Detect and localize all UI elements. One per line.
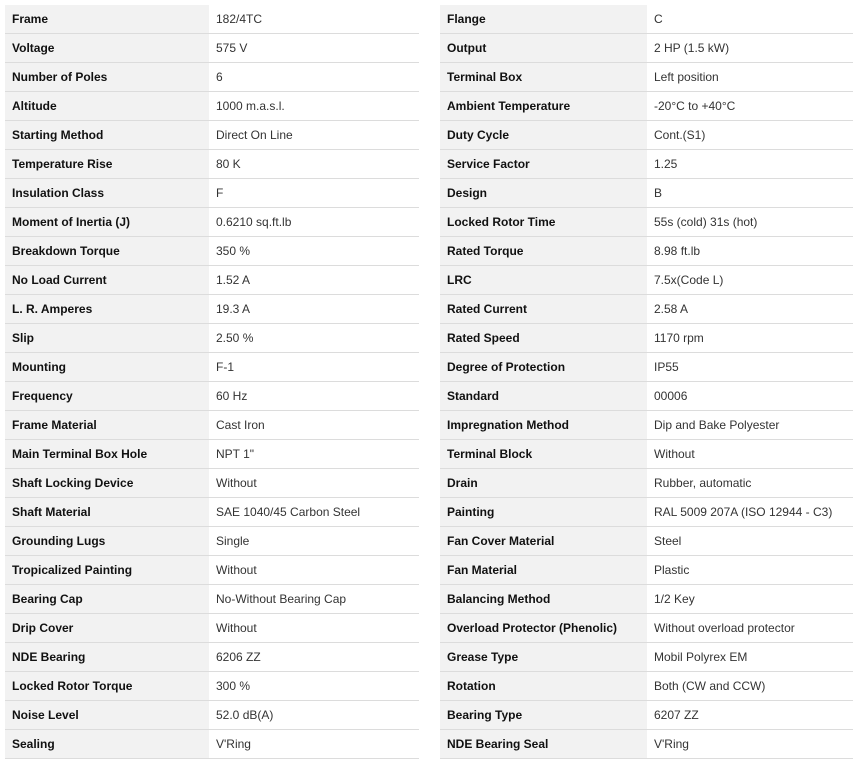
- spec-label: Sealing: [5, 730, 209, 759]
- spec-label: Fan Material: [440, 556, 647, 585]
- spec-label: Terminal Block: [440, 440, 647, 469]
- spec-row: [440, 353, 853, 382]
- spec-value: 1.52 A: [209, 266, 419, 295]
- spec-label: Painting: [440, 498, 647, 527]
- spec-value: 1000 m.a.s.l.: [209, 92, 419, 121]
- spec-row: [5, 121, 419, 150]
- spec-label: Degree of Protection: [440, 353, 647, 382]
- spec-row: [440, 672, 853, 701]
- spec-value: 0.6210 sq.ft.lb: [209, 208, 419, 237]
- spec-row: [5, 382, 419, 411]
- spec-label: No Load Current: [5, 266, 209, 295]
- spec-value: Cast Iron: [209, 411, 419, 440]
- spec-label: Service Factor: [440, 150, 647, 179]
- spec-label: LRC: [440, 266, 647, 295]
- spec-value: Single: [209, 527, 419, 556]
- spec-label: Frequency: [5, 382, 209, 411]
- spec-value: 575 V: [209, 34, 419, 63]
- spec-row: [440, 730, 853, 759]
- spec-value: Mobil Polyrex EM: [647, 643, 853, 672]
- spec-label: Grounding Lugs: [5, 527, 209, 556]
- spec-label: Drip Cover: [5, 614, 209, 643]
- spec-value: Rubber, automatic: [647, 469, 853, 498]
- spec-row: [5, 208, 419, 237]
- spec-label: Shaft Material: [5, 498, 209, 527]
- spec-row: [5, 556, 419, 585]
- spec-value: Without: [647, 440, 853, 469]
- spec-label: Main Terminal Box Hole: [5, 440, 209, 469]
- spec-label: Rotation: [440, 672, 647, 701]
- spec-label: Noise Level: [5, 701, 209, 730]
- spec-row: [5, 498, 419, 527]
- spec-row: [5, 469, 419, 498]
- spec-value: 52.0 dB(A): [209, 701, 419, 730]
- spec-row: [5, 353, 419, 382]
- spec-value: 2.50 %: [209, 324, 419, 353]
- spec-value: 00006: [647, 382, 853, 411]
- spec-label: Overload Protector (Phenolic): [440, 614, 647, 643]
- spec-label: Frame Material: [5, 411, 209, 440]
- spec-label: Temperature Rise: [5, 150, 209, 179]
- spec-label: Mounting: [5, 353, 209, 382]
- spec-value: 60 Hz: [209, 382, 419, 411]
- spec-label: Output: [440, 34, 647, 63]
- spec-label: Shaft Locking Device: [5, 469, 209, 498]
- spec-value: V'Ring: [209, 730, 419, 759]
- spec-value: Without: [209, 556, 419, 585]
- spec-row: [440, 237, 853, 266]
- spec-value: -20°C to +40°C: [647, 92, 853, 121]
- spec-label: Insulation Class: [5, 179, 209, 208]
- spec-row: [5, 5, 419, 34]
- spec-label: Design: [440, 179, 647, 208]
- spec-label: Terminal Box: [440, 63, 647, 92]
- spec-table-right: [440, 5, 853, 759]
- spec-value: V'Ring: [647, 730, 853, 759]
- spec-row: [5, 527, 419, 556]
- spec-label: Slip: [5, 324, 209, 353]
- spec-row: [440, 295, 853, 324]
- spec-row: [5, 92, 419, 121]
- spec-row: [440, 208, 853, 237]
- spec-row: [440, 382, 853, 411]
- spec-value: 8.98 ft.lb: [647, 237, 853, 266]
- spec-value: C: [647, 5, 853, 34]
- spec-row: [5, 179, 419, 208]
- spec-label: Fan Cover Material: [440, 527, 647, 556]
- spec-value: RAL 5009 207A (ISO 12944 - C3): [647, 498, 853, 527]
- spec-value: Both (CW and CCW): [647, 672, 853, 701]
- spec-label: Number of Poles: [5, 63, 209, 92]
- spec-value: 1.25: [647, 150, 853, 179]
- spec-value: 300 %: [209, 672, 419, 701]
- spec-label: Bearing Cap: [5, 585, 209, 614]
- spec-value: Direct On Line: [209, 121, 419, 150]
- spec-value: Plastic: [647, 556, 853, 585]
- spec-row: [440, 179, 853, 208]
- spec-row: [440, 34, 853, 63]
- spec-value: Left position: [647, 63, 853, 92]
- spec-row: [5, 701, 419, 730]
- spec-row: [5, 324, 419, 353]
- spec-label: Drain: [440, 469, 647, 498]
- spec-row: [440, 643, 853, 672]
- spec-row: [5, 411, 419, 440]
- spec-row: [440, 498, 853, 527]
- spec-label: Standard: [440, 382, 647, 411]
- spec-row: [5, 63, 419, 92]
- spec-value: F: [209, 179, 419, 208]
- spec-row: [440, 150, 853, 179]
- spec-value: 2 HP (1.5 kW): [647, 34, 853, 63]
- spec-label: Starting Method: [5, 121, 209, 150]
- spec-row: [440, 121, 853, 150]
- spec-row: [440, 63, 853, 92]
- spec-row: [5, 672, 419, 701]
- spec-row: [440, 614, 853, 643]
- spec-row: [5, 150, 419, 179]
- spec-label: Grease Type: [440, 643, 647, 672]
- spec-value: 2.58 A: [647, 295, 853, 324]
- spec-value: 7.5x(Code L): [647, 266, 853, 295]
- spec-row: [440, 5, 853, 34]
- spec-row: [440, 92, 853, 121]
- spec-value: 182/4TC: [209, 5, 419, 34]
- spec-value: IP55: [647, 353, 853, 382]
- spec-value: Cont.(S1): [647, 121, 853, 150]
- spec-value: Without: [209, 469, 419, 498]
- spec-row: [440, 556, 853, 585]
- spec-row: [5, 614, 419, 643]
- spec-label: Rated Current: [440, 295, 647, 324]
- spec-label: Moment of Inertia (J): [5, 208, 209, 237]
- spec-value: 6: [209, 63, 419, 92]
- spec-row: [440, 585, 853, 614]
- spec-row: [5, 295, 419, 324]
- spec-value: No-Without Bearing Cap: [209, 585, 419, 614]
- spec-value: Without overload protector: [647, 614, 853, 643]
- spec-value: 1170 rpm: [647, 324, 853, 353]
- spec-value: 80 K: [209, 150, 419, 179]
- spec-row: [5, 266, 419, 295]
- spec-row: [5, 585, 419, 614]
- spec-row: [5, 643, 419, 672]
- spec-row: [5, 34, 419, 63]
- spec-label: NDE Bearing: [5, 643, 209, 672]
- spec-row: [440, 266, 853, 295]
- spec-row: [440, 411, 853, 440]
- spec-row: [5, 440, 419, 469]
- spec-label: Duty Cycle: [440, 121, 647, 150]
- spec-label: Impregnation Method: [440, 411, 647, 440]
- spec-value: Steel: [647, 527, 853, 556]
- spec-row: [5, 730, 419, 759]
- spec-label: Locked Rotor Torque: [5, 672, 209, 701]
- spec-row: [440, 527, 853, 556]
- spec-label: Breakdown Torque: [5, 237, 209, 266]
- spec-value: F-1: [209, 353, 419, 382]
- spec-label: Ambient Temperature: [440, 92, 647, 121]
- spec-row: [440, 440, 853, 469]
- spec-value: B: [647, 179, 853, 208]
- spec-value: 6206 ZZ: [209, 643, 419, 672]
- spec-row: [440, 324, 853, 353]
- spec-label: Balancing Method: [440, 585, 647, 614]
- spec-row: [440, 469, 853, 498]
- spec-label: Rated Speed: [440, 324, 647, 353]
- spec-value: 55s (cold) 31s (hot): [647, 208, 853, 237]
- spec-table-left: [5, 5, 419, 759]
- spec-label: NDE Bearing Seal: [440, 730, 647, 759]
- spec-label: Altitude: [5, 92, 209, 121]
- spec-label: Frame: [5, 5, 209, 34]
- spec-label: L. R. Amperes: [5, 295, 209, 324]
- spec-label: Locked Rotor Time: [440, 208, 647, 237]
- spec-value: NPT 1": [209, 440, 419, 469]
- spec-label: Voltage: [5, 34, 209, 63]
- spec-label: Bearing Type: [440, 701, 647, 730]
- spec-value: 1/2 Key: [647, 585, 853, 614]
- spec-value: 6207 ZZ: [647, 701, 853, 730]
- spec-row: [440, 701, 853, 730]
- spec-label: Rated Torque: [440, 237, 647, 266]
- spec-value: 350 %: [209, 237, 419, 266]
- spec-row: [5, 237, 419, 266]
- spec-value: 19.3 A: [209, 295, 419, 324]
- spec-label: Flange: [440, 5, 647, 34]
- spec-label: Tropicalized Painting: [5, 556, 209, 585]
- spec-value: Dip and Bake Polyester: [647, 411, 853, 440]
- spec-value: SAE 1040/45 Carbon Steel: [209, 498, 419, 527]
- spec-value: Without: [209, 614, 419, 643]
